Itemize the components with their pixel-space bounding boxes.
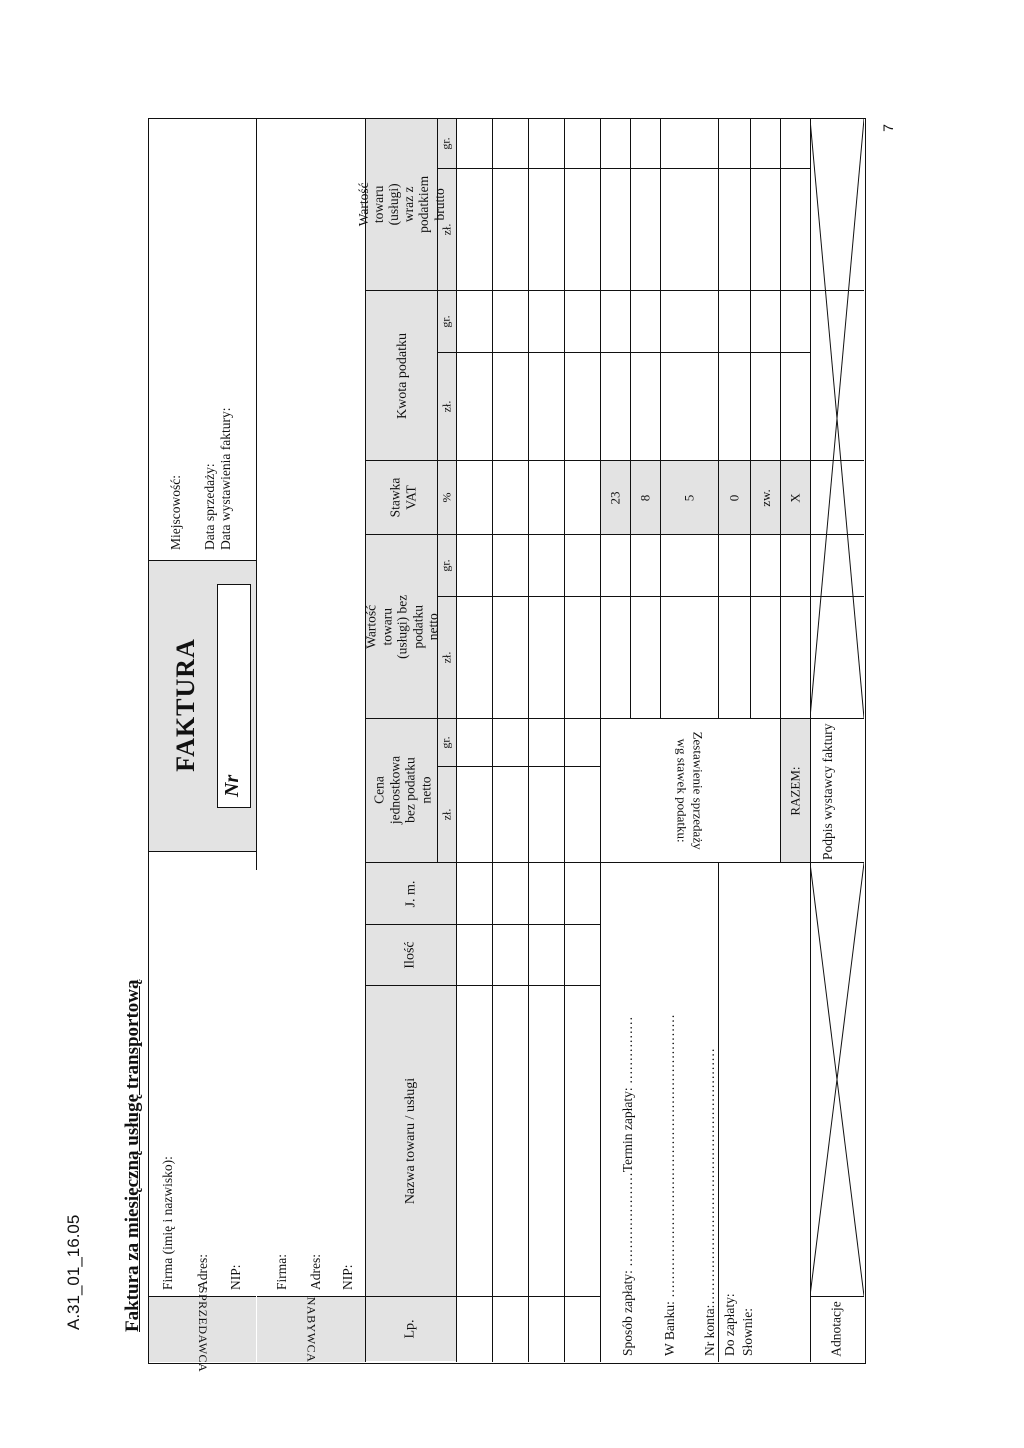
tax-zl: zł. (438, 400, 453, 413)
breakdown-label: Zestawienie sprzedaży wg stawek podatku: (675, 731, 706, 850)
col-net-value-header: Wartość towaru (usługi) bez podatku netto (363, 594, 441, 659)
col-lp-header: Lp. (403, 1318, 418, 1339)
total-label: RAZEM: (787, 765, 803, 816)
payment-method-line: Sposób zapłaty: …………………Termin zapłaty: …………… (620, 1016, 635, 1356)
payment-term-label: Termin zapłaty: (620, 1087, 635, 1173)
seller-buyer-divider (256, 118, 257, 870)
seller-side-strip (149, 1286, 256, 1373)
net-value-gr: gr. (439, 559, 453, 572)
tax-gr: gr. (439, 315, 453, 328)
unit-price-zl: zł. (438, 808, 453, 821)
in-words-label: Słownie: (740, 1307, 755, 1356)
bank-label: W Banku: (662, 1301, 677, 1356)
buyer-address-label: Adres: (308, 1254, 323, 1290)
sale-date-label: Data sprzedaży: (202, 463, 217, 550)
bank-line: W Banku: ……………………………………………………… (662, 1014, 677, 1356)
invoice-number-field[interactable] (217, 584, 251, 808)
issue-date-label: Data wystawienia faktury: (218, 407, 233, 550)
account-label: Nr konta: (702, 1304, 717, 1356)
seller-firm-label: Firma (imię i nazwisko): (160, 1156, 175, 1290)
col-vat-rate-header: Stawka VAT (386, 477, 418, 518)
notes-cross (810, 863, 864, 1296)
account-line: Nr konta:………………………………………………… (702, 1048, 717, 1356)
gross-zl: zł. (438, 223, 453, 236)
document-code-text: A.31_01_16.05 (64, 1214, 83, 1330)
rate-23: 23 (607, 491, 623, 504)
invoice-heading: FAKTURA (171, 638, 200, 772)
buyer-side-label: NABYWCA (304, 1296, 319, 1363)
signature-cross (810, 119, 864, 718)
rate-zw: zw. (757, 488, 773, 507)
gross-gr: gr. (439, 137, 453, 150)
buyer-nip-label: NIP: (340, 1264, 355, 1290)
seller-nip-label: NIP: (228, 1264, 243, 1290)
col-unit-price-header: Cena jednostkowa bez podatku netto (371, 756, 434, 825)
net-value-zl: zł. (438, 651, 453, 664)
rate-8: 8 (637, 494, 653, 501)
form-title-text: Faktura za miesięczną usługę transportową (122, 979, 143, 1332)
notes-label: Adnotacje (829, 1301, 845, 1357)
col-unit-header: J. m. (403, 880, 418, 907)
rate-0: 0 (726, 494, 742, 501)
col-gross-value-header: Wartość towaru (usługi) wraz z podatkiem brutto (356, 176, 447, 233)
seller-address-label: Adres: (195, 1254, 210, 1290)
page-number-text: 7 (879, 124, 896, 132)
payment-method-label: Sposób zapłaty: (620, 1270, 635, 1356)
rate-5: 5 (681, 494, 697, 501)
to-pay-label: Do zapłaty: (722, 1293, 737, 1356)
signature-label: Podpis wystawcy faktury (820, 723, 835, 860)
unit-price-gr: gr. (439, 736, 453, 749)
col-qty-header: Ilość (403, 941, 418, 969)
col-tax-amount-header: Kwota podatku (394, 332, 410, 419)
place-label: Miejscowość: (168, 475, 183, 550)
rate-x: X (787, 492, 803, 503)
buyer-side-strip (257, 1296, 365, 1362)
seller-side-label: SPRZEDAWCA (195, 1286, 210, 1373)
invoice-number-label: Nr (221, 774, 243, 797)
buyer-firm-label: Firma: (274, 1254, 289, 1290)
col-name-header: Nazwa towaru / usługi (403, 1077, 419, 1205)
vat-pct: % (439, 492, 453, 503)
